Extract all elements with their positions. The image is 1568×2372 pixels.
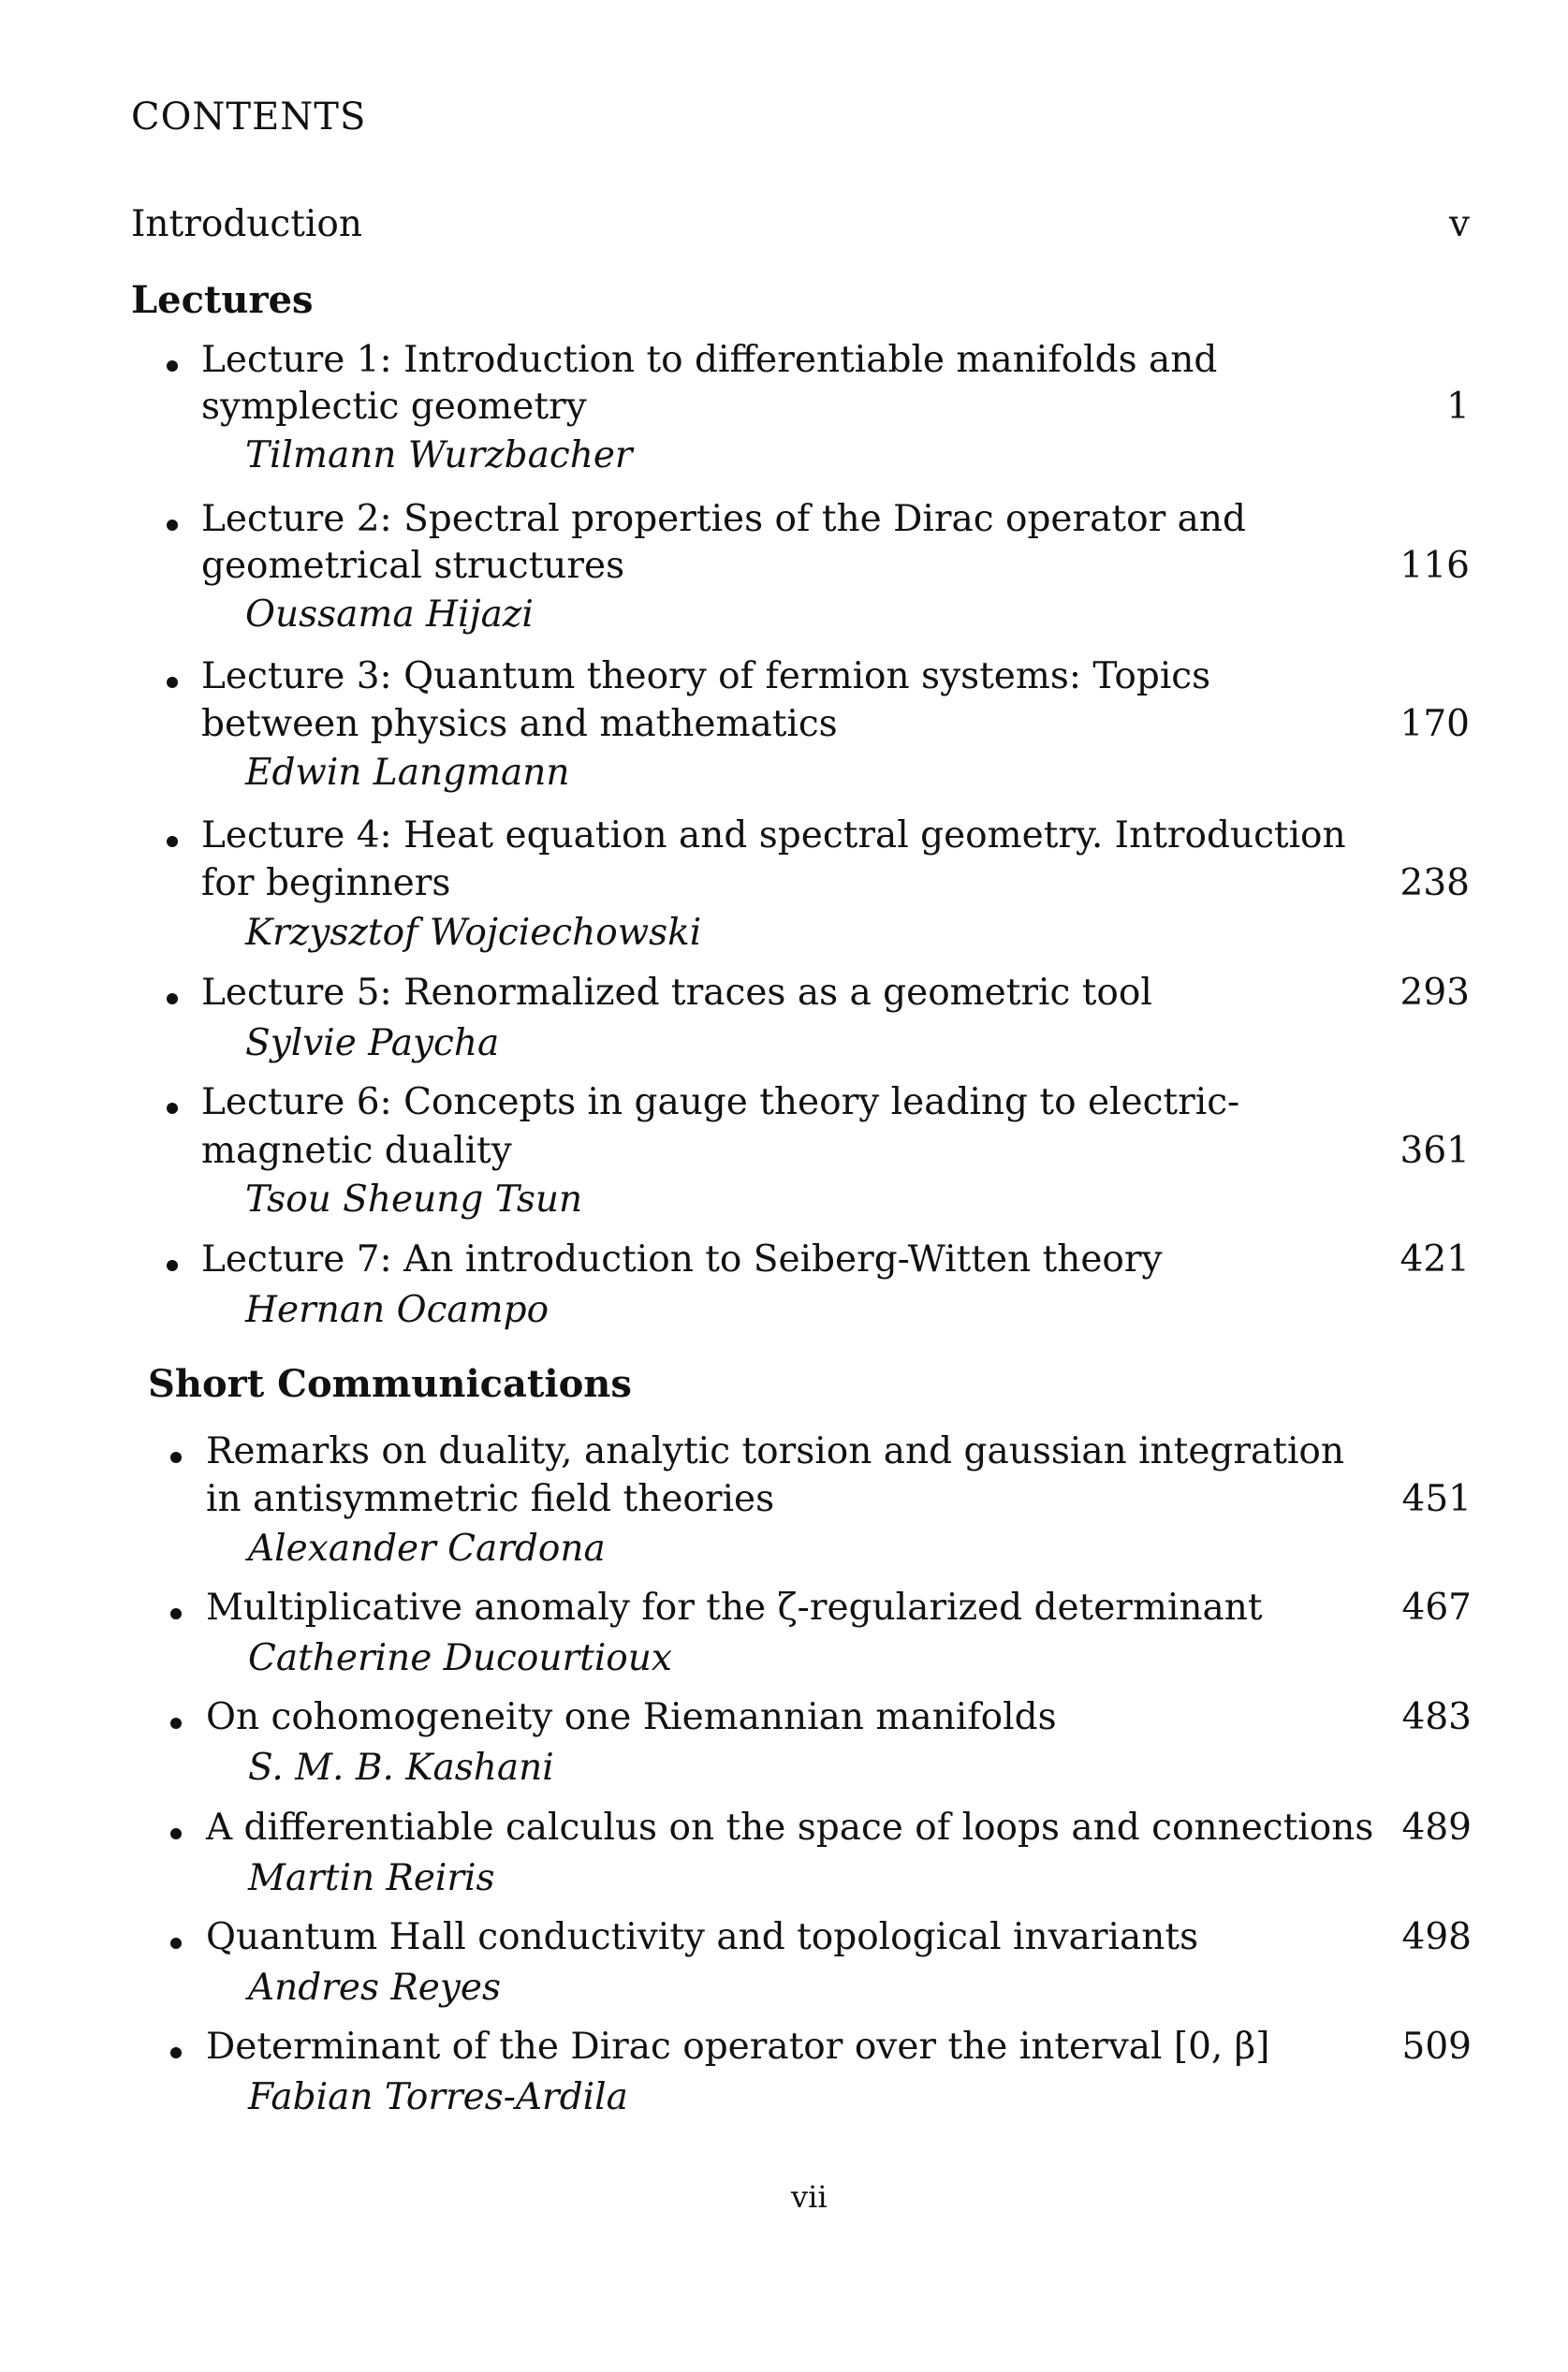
intro-title: Introduction [131,203,362,245]
bullet-icon [167,677,178,688]
lecture-5-page: 293 [1399,972,1470,1014]
sc-6-page: 509 [1401,2026,1472,2068]
lecture-2-author: Oussama Hijazi [245,593,534,636]
lecture-6-title-line2: magnetic duality [201,1130,512,1172]
sc-4-page: 489 [1401,1807,1472,1849]
bullet-icon [170,2047,182,2058]
sc-2-title-line1: Multiplicative anomaly for the ζ-regularized determinant [206,1587,1263,1629]
sc-1-author: Alexander Cardona [248,1528,606,1570]
sc-4-title-line1: A differentiable calculus on the space of loops and connections [206,1807,1374,1849]
sc-1-title-line2: in antisymmetric field theories [206,1478,775,1520]
lecture-3-title-line2: between physics and mathematics [201,703,838,745]
page-number: vii [791,2179,828,2215]
bullet-icon [167,993,178,1004]
bullet-icon [167,836,178,847]
lecture-3-title-line1: Lecture 3: Quantum theory of fermion systems: Topics [201,655,1211,697]
sc-1-page: 451 [1401,1478,1472,1520]
bullet-icon [167,360,178,372]
lecture-1-author: Tilmann Wurzbacher [245,434,633,476]
bullet-icon [170,1828,182,1839]
bullet-icon [167,1103,178,1114]
section-lectures: Lectures [131,278,314,322]
bullet-icon [170,1452,182,1463]
lecture-4-title-line1: Lecture 4: Heat equation and spectral geometry. Introduction [201,814,1346,857]
lecture-5-author: Sylvie Paycha [245,1022,500,1064]
lecture-5-title-line1: Lecture 5: Renormalized traces as a geometric tool [201,972,1152,1014]
lecture-1-page: 1 [1446,386,1470,428]
lecture-6-page: 361 [1399,1130,1470,1172]
lecture-3-page: 170 [1399,703,1470,745]
lecture-1-title-line2: symplectic geometry [201,386,587,428]
lecture-3-author: Edwin Langmann [245,752,570,794]
sc-1-title-line1: Remarks on duality, analytic torsion and gaussian integration [206,1430,1345,1472]
lecture-4-title-line2: for beginners [201,862,451,904]
lecture-7-page: 421 [1399,1238,1470,1281]
lecture-6-title-line1: Lecture 6: Concepts in gauge theory leading to electric- [201,1081,1240,1123]
sc-5-title-line1: Quantum Hall conductivity and topological invariants [206,1916,1199,1958]
bullet-icon [167,520,178,531]
lecture-2-page: 116 [1399,545,1470,587]
bullet-icon [170,1718,182,1729]
page-title: CONTENTS [131,95,367,139]
lecture-4-author: Krzysztof Wojciechowski [245,912,702,954]
lecture-2-title-line1: Lecture 2: Spectral properties of the Dirac operator and [201,498,1246,540]
sc-2-author: Catherine Ducourtioux [248,1637,672,1679]
lecture-1-title-line1: Lecture 1: Introduction to differentiable manifolds and [201,339,1218,381]
sc-5-page: 498 [1401,1916,1472,1958]
intro-page: v [1448,203,1470,245]
lecture-7-author: Hernan Ocampo [245,1289,550,1331]
sc-6-title-line1: Determinant of the Dirac operator over the interval [0, β] [206,2026,1270,2068]
lecture-7-title-line1: Lecture 7: An introduction to Seiberg-Witten theory [201,1238,1163,1281]
bullet-icon [167,1260,178,1271]
sc-5-author: Andres Reyes [248,1967,501,2009]
sc-6-author: Fabian Torres-Ardila [248,2076,628,2118]
lecture-4-page: 238 [1399,862,1470,904]
sc-2-page: 467 [1401,1587,1472,1629]
lecture-6-author: Tsou Sheung Tsun [245,1179,583,1221]
lecture-2-title-line2: geometrical structures [201,545,625,587]
sc-3-page: 483 [1401,1696,1472,1738]
sc-3-title-line1: On cohomogeneity one Riemannian manifolds [206,1696,1057,1738]
sc-3-author: S. M. B. Kashani [248,1747,554,1789]
bullet-icon [170,1608,182,1619]
bullet-icon [170,1938,182,1949]
section-short-communications: Short Communications [148,1362,632,1406]
sc-4-author: Martin Reiris [248,1857,495,1899]
